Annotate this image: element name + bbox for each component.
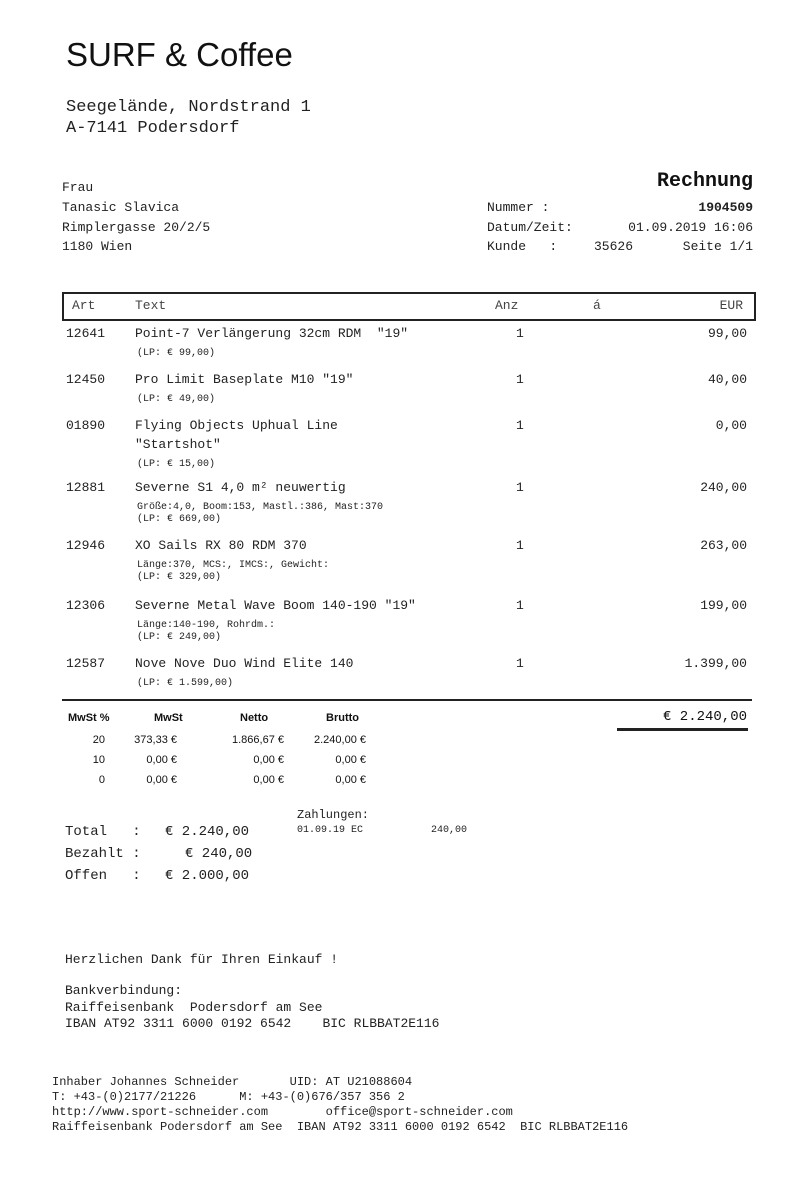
customer-name: Tanasic Slavica bbox=[62, 200, 180, 215]
item-art-number: 12450 bbox=[66, 372, 106, 387]
bank-iban: IBAN AT92 3311 6000 0192 6542 BIC RLBBAT2E116 bbox=[65, 1016, 440, 1031]
vat-cell: 0,00 € bbox=[146, 754, 177, 766]
vat-cell: 373,33 € bbox=[134, 734, 177, 746]
vat-cell: 10 bbox=[92, 754, 105, 766]
item-price: 40,00 bbox=[707, 372, 747, 387]
shop-address-line1: Seegelände, Nordstrand 1 bbox=[66, 98, 311, 117]
invoice-title: Rechnung bbox=[656, 170, 753, 193]
vat-cell: 2.240,00 € bbox=[314, 734, 366, 746]
header-text: Text bbox=[135, 298, 167, 313]
vat-header-amount: MwSt bbox=[154, 712, 183, 724]
thanks-message: Herzlichen Dank für Ihren Einkauf ! bbox=[65, 952, 339, 967]
item-art-number: 01890 bbox=[66, 418, 106, 433]
item-description: "Startshot" bbox=[135, 437, 221, 452]
payments-label: Zahlungen: bbox=[297, 808, 370, 822]
open-label: Offen : bbox=[65, 868, 141, 884]
invoice-date: 01.09.2019 16:06 bbox=[628, 220, 753, 235]
item-detail: (LP: € 249,00) bbox=[137, 632, 222, 643]
item-quantity: 1 bbox=[516, 538, 524, 553]
vat-cell: 0,00 € bbox=[253, 774, 284, 786]
vat-header-net: Netto bbox=[240, 712, 269, 724]
open-value: € 2.000,00 bbox=[165, 868, 250, 884]
header-anz: Anz bbox=[495, 298, 519, 313]
item-detail: Länge:370, MCS:, IMCS:, Gewicht: bbox=[137, 560, 330, 571]
item-description: Nove Nove Duo Wind Elite 140 bbox=[135, 656, 354, 671]
item-description: Severne S1 4,0 m² neuwertig bbox=[135, 480, 346, 495]
footer-line: Inhaber Johannes Schneider UID: AT U21088604 bbox=[52, 1075, 413, 1089]
vat-cell: 0 bbox=[98, 774, 105, 786]
grand-total-underline bbox=[617, 728, 748, 731]
item-quantity: 1 bbox=[516, 598, 524, 613]
shop-address-line2: A-7141 Podersdorf bbox=[66, 119, 240, 138]
item-art-number: 12641 bbox=[66, 326, 106, 341]
total-label: Total : bbox=[65, 824, 141, 840]
item-art-number: 12946 bbox=[66, 538, 106, 553]
header-art: Art bbox=[72, 298, 96, 313]
paid-value: € 240,00 bbox=[185, 846, 253, 862]
item-description: XO Sails RX 80 RDM 370 bbox=[135, 538, 307, 553]
item-detail: (LP: € 669,00) bbox=[137, 514, 222, 525]
payment-date: 01.09.19 EC bbox=[297, 825, 364, 836]
paid-label: Bezahlt : bbox=[65, 846, 141, 862]
table-bottom-rule bbox=[62, 699, 752, 701]
item-price: 199,00 bbox=[700, 598, 747, 613]
item-quantity: 1 bbox=[516, 372, 524, 387]
payment-amount: 240,00 bbox=[431, 825, 468, 836]
grand-total: € 2.240,00 bbox=[662, 709, 747, 725]
invoice-number: 1904509 bbox=[698, 200, 753, 215]
footer-line: Raiffeisenbank Podersdorf am See IBAN AT92 3311 6000 0192 6542 BIC RLBBAT2E116 bbox=[52, 1120, 629, 1134]
item-detail: (LP: € 49,00) bbox=[137, 394, 216, 405]
customer-street: Rimplergasse 20/2/5 bbox=[62, 220, 211, 235]
item-detail: (LP: € 99,00) bbox=[137, 348, 216, 359]
bank-name: Raiffeisenbank Podersdorf am See bbox=[65, 1000, 323, 1015]
vat-cell: 0,00 € bbox=[335, 754, 366, 766]
header-each: á bbox=[593, 298, 601, 313]
item-detail: (LP: € 15,00) bbox=[137, 459, 216, 470]
item-price: 263,00 bbox=[700, 538, 747, 553]
item-description: Flying Objects Uphual Line bbox=[135, 418, 338, 433]
item-quantity: 1 bbox=[516, 418, 524, 433]
shop-name: SURF & Coffee bbox=[66, 36, 293, 73]
item-description: Point-7 Verlängerung 32cm RDM "19" bbox=[135, 326, 409, 341]
item-detail: Länge:140-190, Rohrdm.: bbox=[137, 620, 276, 631]
item-detail: (LP: € 329,00) bbox=[137, 572, 222, 583]
item-quantity: 1 bbox=[516, 480, 524, 495]
customer-city: 1180 Wien bbox=[62, 239, 133, 254]
item-art-number: 12306 bbox=[66, 598, 106, 613]
item-quantity: 1 bbox=[516, 656, 524, 671]
invoice-number-label: Nummer : bbox=[487, 200, 550, 215]
footer-line: http://www.sport-schneider.com office@sport-schneider.com bbox=[52, 1105, 513, 1119]
bank-label: Bankverbindung: bbox=[65, 983, 183, 998]
item-price: 0,00 bbox=[715, 418, 747, 433]
item-price: 240,00 bbox=[700, 480, 747, 495]
customer-number: 35626 bbox=[594, 239, 634, 254]
item-description: Pro Limit Baseplate M10 "19" bbox=[135, 372, 354, 387]
vat-cell: 0,00 € bbox=[335, 774, 366, 786]
vat-cell: 0,00 € bbox=[253, 754, 284, 766]
vat-cell: 1.866,67 € bbox=[232, 734, 284, 746]
total-value: € 2.240,00 bbox=[165, 824, 250, 840]
item-price: 99,00 bbox=[707, 326, 747, 341]
vat-header-gross: Brutto bbox=[326, 712, 359, 724]
item-detail: (LP: € 1.599,00) bbox=[137, 678, 234, 689]
vat-cell: 20 bbox=[92, 734, 105, 746]
page-number: Seite 1/1 bbox=[682, 239, 753, 254]
invoice-date-label: Datum/Zeit: bbox=[487, 220, 573, 235]
item-detail: Größe:4,0, Boom:153, Mastl.:386, Mast:370 bbox=[137, 502, 384, 513]
customer-number-label: Kunde : bbox=[487, 239, 558, 254]
header-eur: EUR bbox=[719, 298, 743, 313]
customer-salutation: Frau bbox=[62, 180, 94, 195]
item-art-number: 12881 bbox=[66, 480, 106, 495]
item-description: Severne Metal Wave Boom 140-190 "19" bbox=[135, 598, 416, 613]
vat-header-rate: MwSt % bbox=[68, 712, 110, 724]
vat-cell: 0,00 € bbox=[146, 774, 177, 786]
item-price: 1.399,00 bbox=[684, 656, 747, 671]
footer-line: T: +43-(0)2177/21226 M: +43-(0)676/357 356 2 bbox=[52, 1090, 405, 1104]
item-quantity: 1 bbox=[516, 326, 524, 341]
item-art-number: 12587 bbox=[66, 656, 106, 671]
